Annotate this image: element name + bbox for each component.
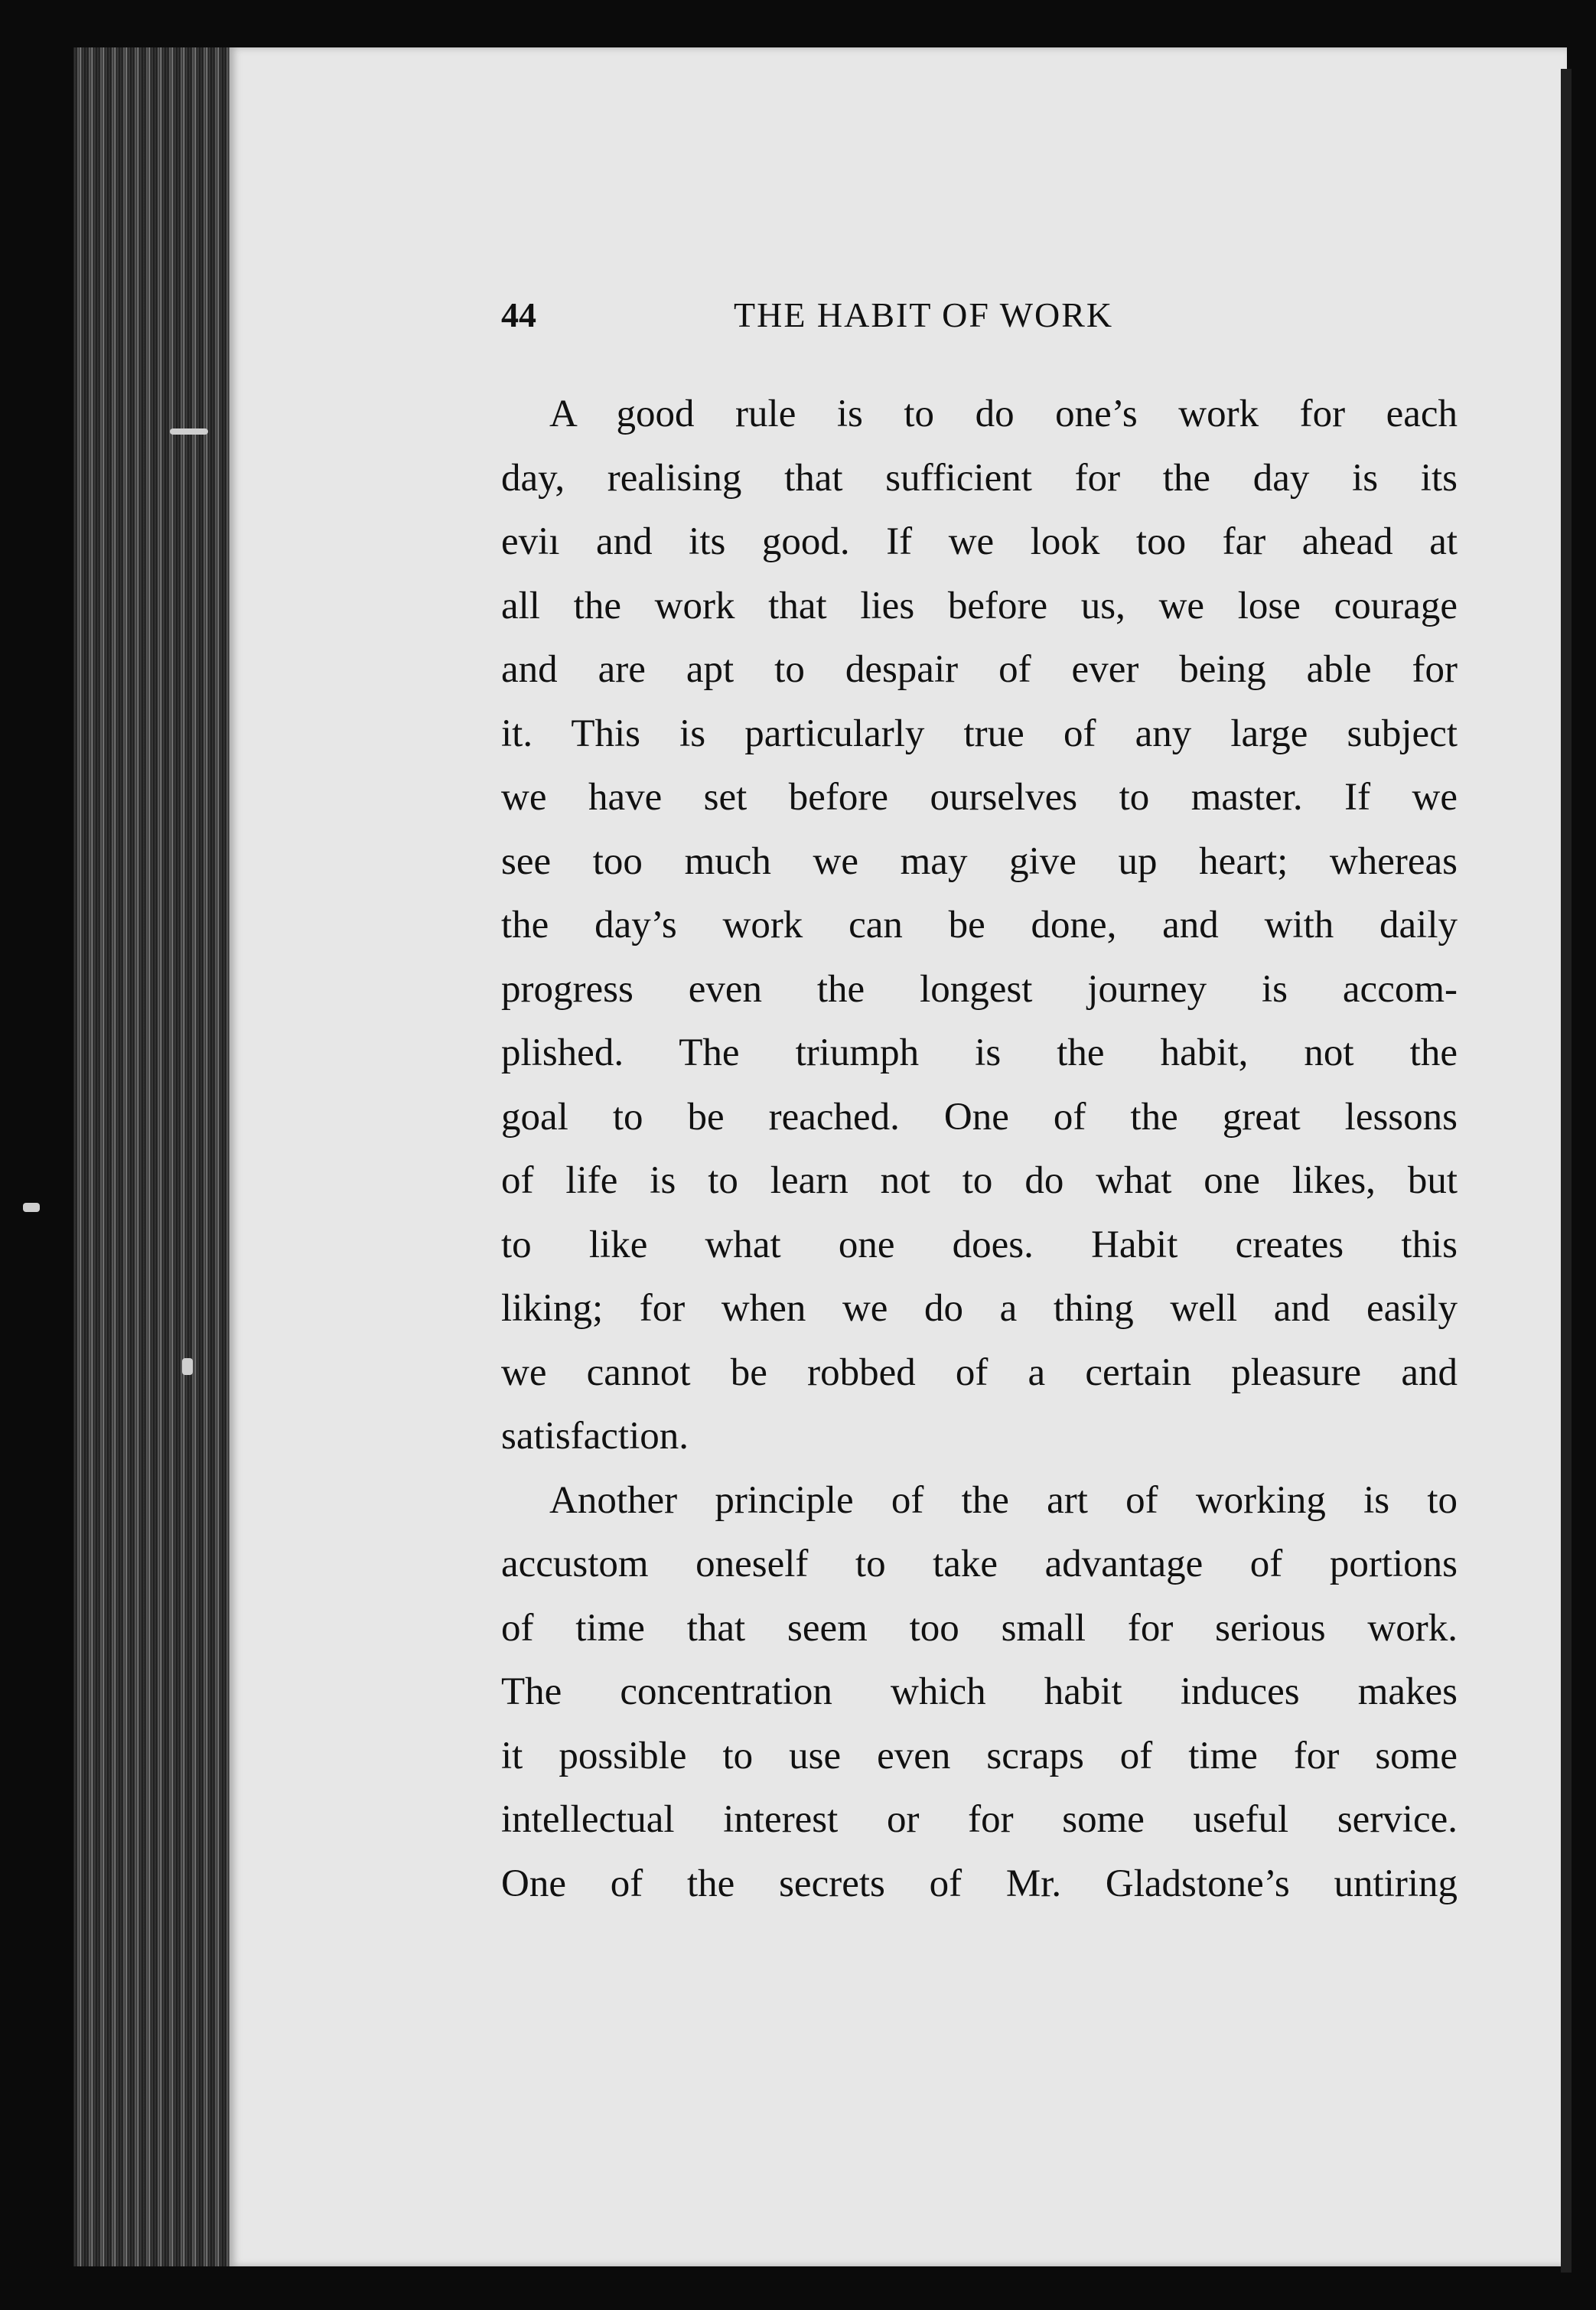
text-line: the day’s work can be done, and with daily [501,904,1458,946]
text-line: and are apt to despair of ever being able for [501,648,1458,691]
text-line: accustom oneself to take advantage of portions [501,1543,1458,1585]
text-line: we have set before ourselves to master. If we [501,776,1458,819]
text-line: The concentration which habit induces makes [501,1670,1458,1713]
running-header [501,295,1274,340]
text-line: of life is to learn not to do what one likes, but [501,1159,1458,1202]
text-line: we cannot be robbed of a certain pleasure and [501,1350,1458,1394]
text-line: A good rule is to do one’s work for each [549,393,1458,435]
text-line: plished. The triumph is the habit, not the [501,1031,1458,1074]
text-line: progress even the longest journey is accom- [501,967,1458,1011]
text-line: to like what one does. Habit creates this [501,1223,1458,1266]
scan-speck [170,428,208,435]
scan-speck [182,1358,193,1375]
text-line: eviı and its good. If we look too far ahead at [501,520,1458,563]
text-line: One of the secrets of Mr. Gladstone’s untiring [501,1862,1458,1905]
text-line: it possible to use even scraps of time for some [501,1734,1458,1777]
text-line: goal to be reached. One of the great lessons [501,1095,1458,1139]
body-text [501,383,1458,1916]
book-page-edges [73,47,249,2266]
text-line: satisfaction. [501,1415,689,1458]
running-title: THE HABIT OF WORK [734,295,1114,334]
text-line: day, realising that sufficient for the day is its [501,456,1458,500]
text-line: liking; for when we do a thing well and easily [501,1287,1458,1330]
text-line: see too much we may give up heart; whereas [501,839,1458,883]
scan-speck [23,1203,40,1212]
page-right-border [1561,69,1572,2273]
text-line: Another principle of the art of working is to [549,1478,1458,1522]
text-line: all the work that lies before us, we lose courage [501,584,1458,627]
text-line: of time that seem too small for serious work. [501,1606,1458,1650]
page-number: 44 [501,295,536,334]
text-line: intellectual interest or for some useful service. [501,1798,1458,1841]
text-line: it. This is particularly true of any large subject [501,712,1458,755]
